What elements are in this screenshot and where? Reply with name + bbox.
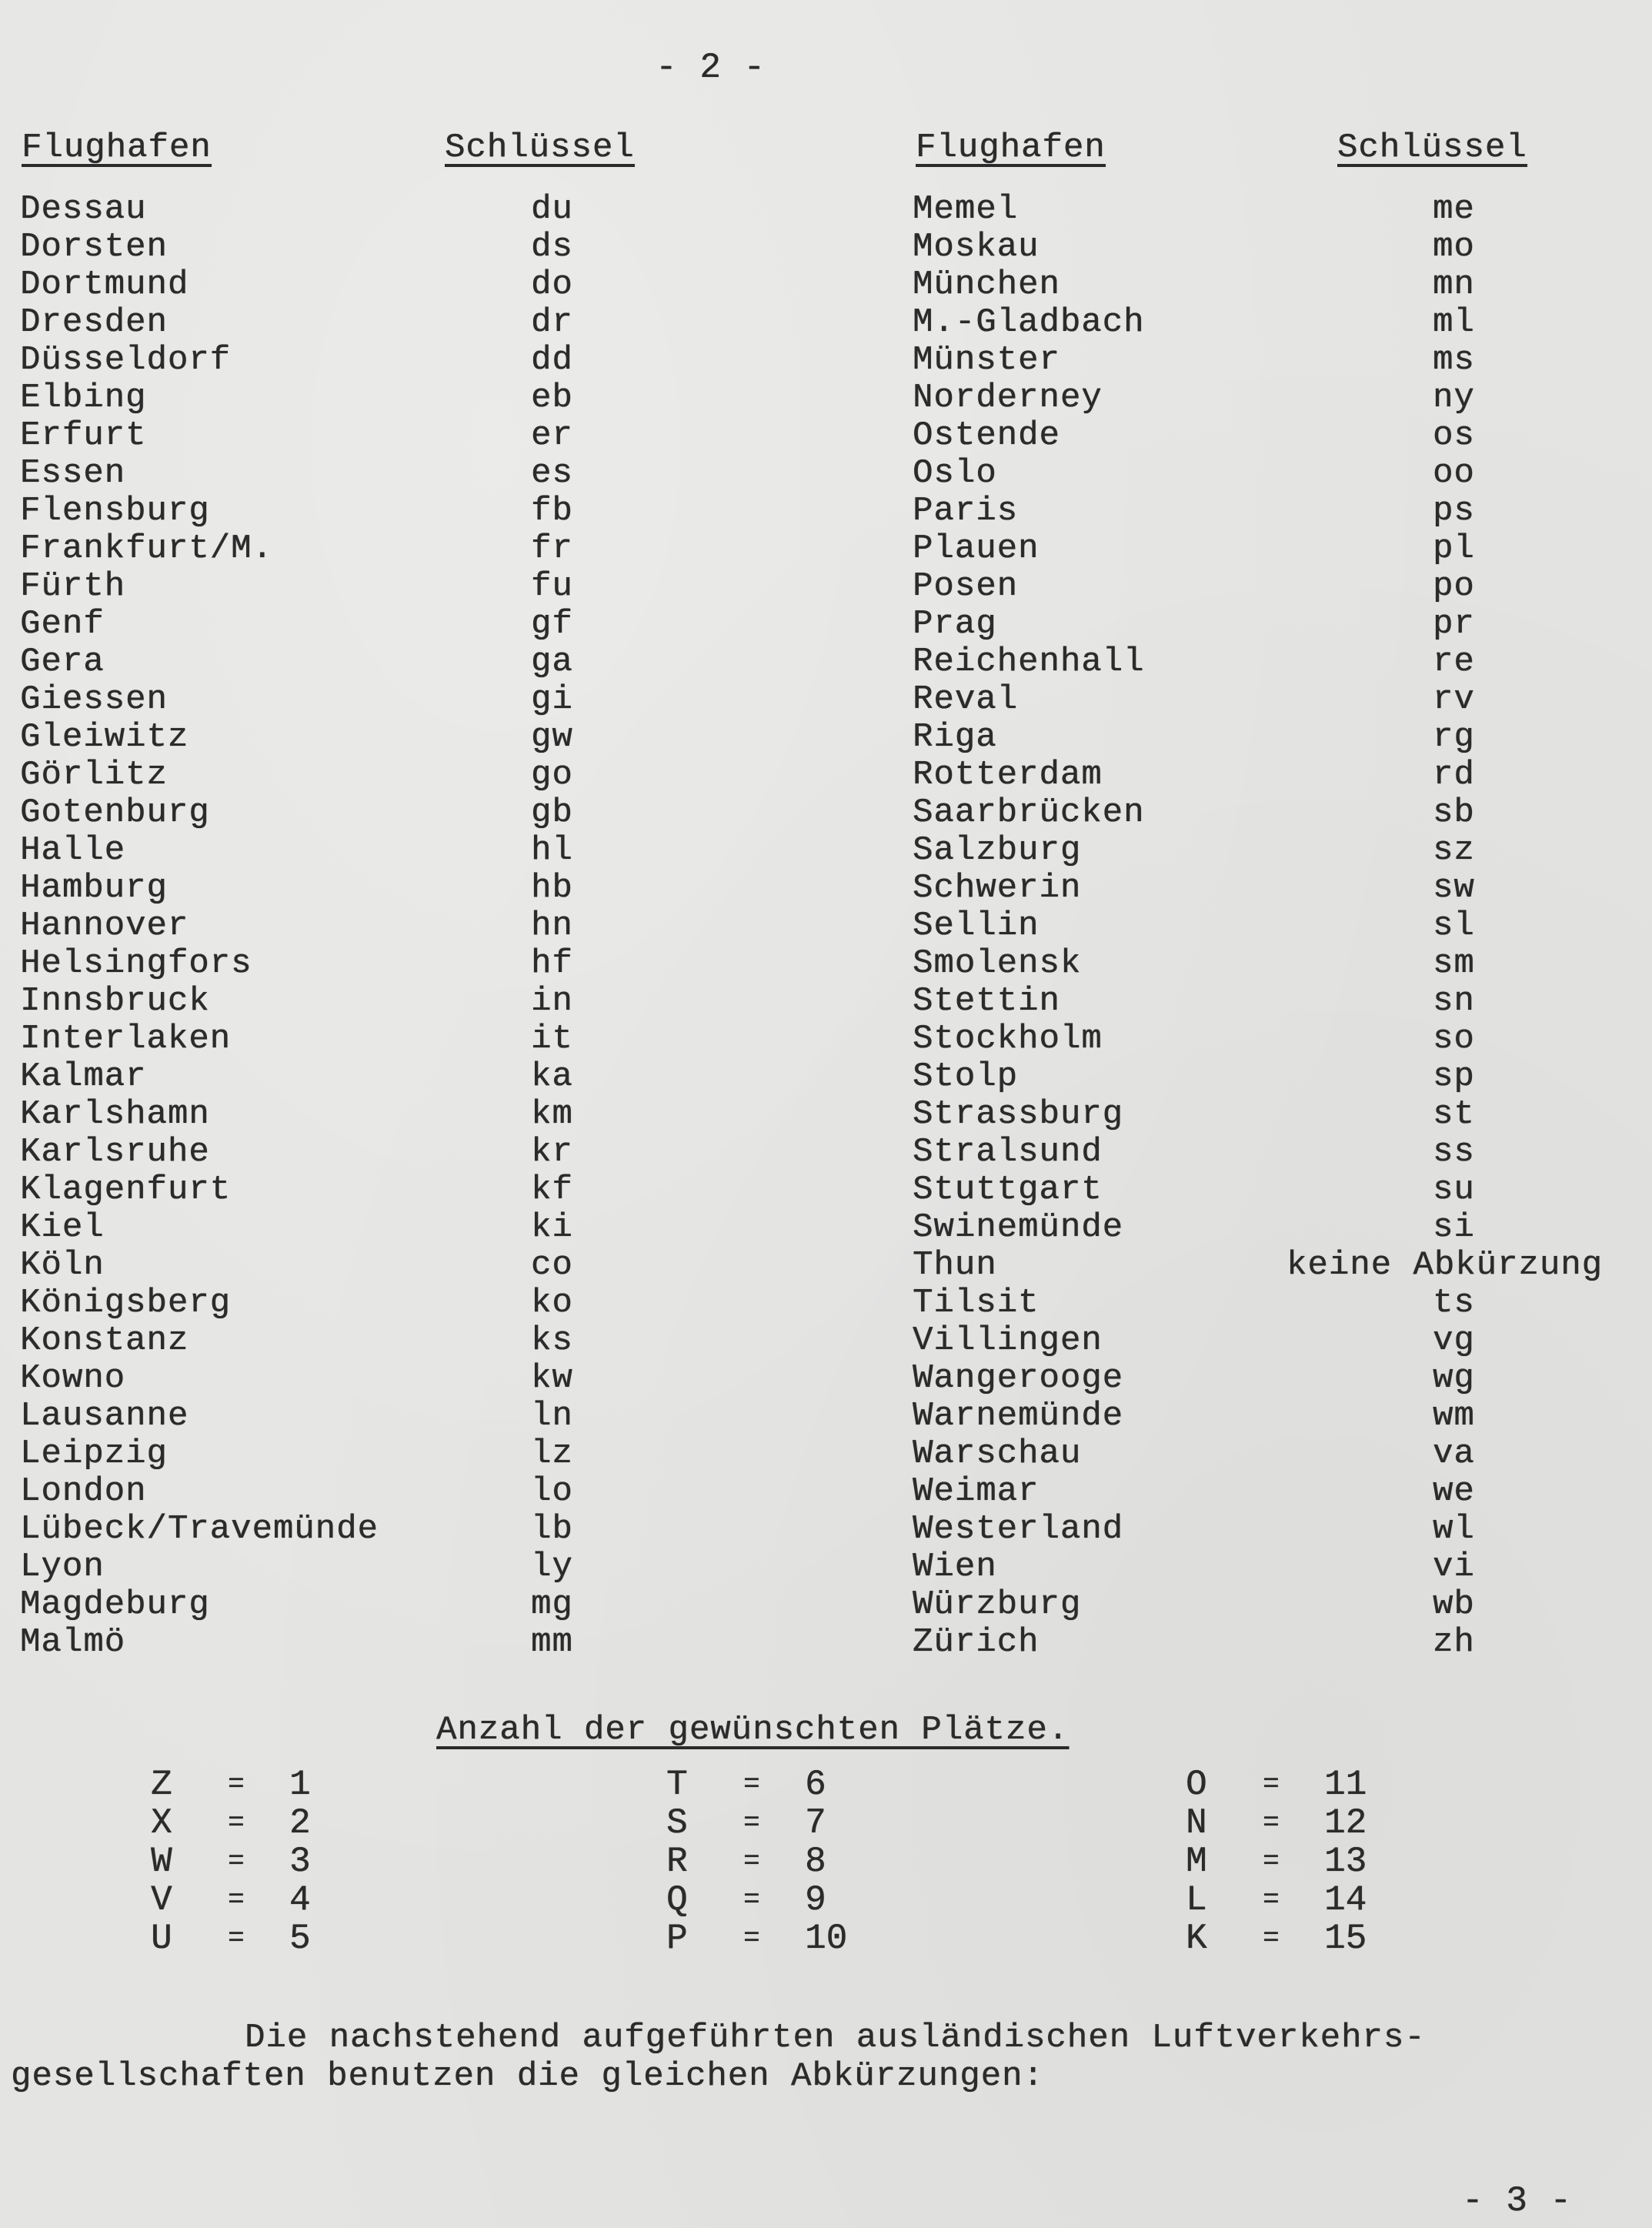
airport-name: Magdeburg <box>20 1585 210 1624</box>
airport-key: oo <box>1433 454 1475 493</box>
seat-code-row <box>1186 1842 1367 1881</box>
airport-name: Fürth <box>20 567 126 606</box>
page-number-top: - 2 - <box>656 48 766 88</box>
seat-count-value: 10 <box>805 1919 848 1959</box>
airport-key: hn <box>531 907 573 945</box>
seat-code-row <box>666 1881 847 1919</box>
airport-name: Dessau <box>20 190 147 229</box>
airport-key: lb <box>531 1510 573 1548</box>
airport-key: ln <box>531 1397 573 1435</box>
seat-count-value: 1 <box>289 1765 311 1805</box>
airport-name: Dresden <box>20 303 168 342</box>
seats-section-title: Anzahl der gewünschten Plätze. <box>436 1711 1070 1749</box>
airport-name: Königsberg <box>20 1284 232 1322</box>
airport-name: Dortmund <box>20 266 189 304</box>
airport-key: ps <box>1433 492 1475 530</box>
airport-name: Lausanne <box>20 1397 189 1435</box>
seat-code-letter: T <box>666 1765 688 1805</box>
airport-key: gw <box>531 718 573 757</box>
airport-key: gf <box>531 605 573 643</box>
seat-count-value: 11 <box>1324 1765 1367 1805</box>
seat-code-row <box>1186 1804 1367 1842</box>
seat-code-letter: K <box>1186 1919 1207 1959</box>
airport-key: ml <box>1433 303 1475 342</box>
airport-name: Gera <box>20 643 105 681</box>
airport-name: Dorsten <box>20 228 168 266</box>
airport-key: pl <box>1433 529 1475 568</box>
airport-key: eb <box>531 379 573 417</box>
airport-key: fu <box>531 567 573 606</box>
equals-sign: = <box>228 1884 245 1916</box>
airport-key: ki <box>531 1208 573 1247</box>
equals-sign: = <box>743 1884 760 1916</box>
seat-code-letter: R <box>666 1842 688 1882</box>
airport-key: sb <box>1433 793 1475 832</box>
seat-code-letter: Q <box>666 1880 688 1920</box>
header-right-key: Schlüssel <box>1337 129 1527 167</box>
airport-name: Innsbruck <box>20 982 210 1020</box>
airport-name: Norderney <box>913 379 1103 417</box>
airport-key: it <box>531 1020 573 1058</box>
airport-key: hf <box>531 944 573 983</box>
seat-code-letter: Z <box>151 1765 172 1805</box>
airport-key: sw <box>1433 869 1475 907</box>
airport-key: fr <box>531 529 573 568</box>
airport-name: Essen <box>20 454 126 493</box>
seat-code-letter: X <box>151 1803 172 1843</box>
airport-name: Salzburg <box>913 831 1082 870</box>
equals-sign: = <box>228 1922 245 1954</box>
airport-name: Warschau <box>913 1435 1082 1473</box>
seat-code-row <box>1186 1881 1367 1919</box>
seat-code-row <box>151 1765 311 1804</box>
airport-key: sp <box>1433 1057 1475 1096</box>
airport-key: mo <box>1433 228 1475 266</box>
seat-count-value: 13 <box>1324 1842 1367 1882</box>
airport-key: kf <box>531 1171 573 1209</box>
airport-name: Moskau <box>913 228 1040 266</box>
equals-sign: = <box>228 1769 245 1800</box>
airport-key: do <box>531 266 573 304</box>
equals-sign: = <box>1263 1922 1280 1954</box>
seat-count-value: 6 <box>805 1765 826 1805</box>
airport-key: rg <box>1433 718 1475 757</box>
seat-code-letter: U <box>151 1919 172 1959</box>
airport-key: ka <box>531 1057 573 1096</box>
airport-name: Münster <box>913 341 1060 379</box>
airport-name: Thun <box>913 1246 997 1284</box>
airport-name: Klagenfurt <box>20 1171 232 1209</box>
airport-name: Kiel <box>20 1208 105 1247</box>
airport-name: Villingen <box>913 1321 1103 1360</box>
airport-name: Wangerooge <box>913 1359 1124 1398</box>
airport-name: Leipzig <box>20 1435 168 1473</box>
seat-code-group-1 <box>151 1765 311 1958</box>
airport-name: Giessen <box>20 680 168 719</box>
airport-key: sl <box>1433 907 1475 945</box>
airport-name: München <box>913 266 1060 304</box>
airport-name: Würzburg <box>913 1585 1082 1624</box>
airport-key: mg <box>531 1585 573 1624</box>
airport-name: Strassburg <box>913 1095 1124 1134</box>
airport-name: Malmö <box>20 1623 126 1662</box>
seat-code-row <box>151 1842 311 1881</box>
airport-name: Helsingfors <box>20 944 252 983</box>
airport-key: ko <box>531 1284 573 1322</box>
airport-key: lz <box>531 1435 573 1473</box>
airport-name: Kowno <box>20 1359 126 1398</box>
airport-name: Memel <box>913 190 1019 229</box>
airport-name: London <box>20 1472 147 1511</box>
airport-key: so <box>1433 1020 1475 1058</box>
airport-name: Saarbrücken <box>913 793 1145 832</box>
right-key-column <box>1287 190 1604 1662</box>
seat-count-value: 5 <box>289 1919 311 1959</box>
airport-name: Prag <box>913 605 997 643</box>
airport-name: Konstanz <box>20 1321 189 1360</box>
seat-code-letter: O <box>1186 1765 1207 1805</box>
airport-key: gb <box>531 793 573 832</box>
airport-key: ds <box>531 228 573 266</box>
seat-code-row <box>1186 1765 1367 1804</box>
seat-code-row <box>151 1881 311 1919</box>
airport-key: me <box>1433 190 1475 229</box>
airport-key: ss <box>1433 1133 1475 1171</box>
seat-code-letter: N <box>1186 1803 1207 1843</box>
airport-key: wb <box>1433 1585 1475 1624</box>
airport-key: km <box>531 1095 573 1134</box>
airport-name: Stuttgart <box>913 1171 1103 1209</box>
seat-code-letter: S <box>666 1803 688 1843</box>
equals-sign: = <box>228 1846 245 1877</box>
airport-key: kr <box>531 1133 573 1171</box>
seat-code-letter: M <box>1186 1842 1207 1882</box>
airport-key: si <box>1433 1208 1475 1247</box>
airport-key: co <box>531 1246 573 1284</box>
airport-key: hb <box>531 869 573 907</box>
equals-sign: = <box>743 1846 760 1877</box>
seat-code-row <box>666 1842 847 1881</box>
airport-name: Sellin <box>913 907 1040 945</box>
seat-count-value: 9 <box>805 1880 826 1920</box>
airport-name: Westerland <box>913 1510 1124 1548</box>
equals-sign: = <box>228 1807 245 1839</box>
seat-code-row <box>666 1919 847 1958</box>
airport-key: dr <box>531 303 573 342</box>
equals-sign: = <box>1263 1807 1280 1839</box>
seat-code-letter: V <box>151 1880 172 1920</box>
airport-key: wl <box>1433 1510 1475 1548</box>
seat-code-row <box>666 1804 847 1842</box>
page-number-bottom: - 3 - <box>1462 2181 1573 2221</box>
airport-name: Görlitz <box>20 756 168 794</box>
seat-code-row <box>151 1804 311 1842</box>
airport-key: ks <box>531 1321 573 1360</box>
paragraph-line-1: Die nachstehend aufgeführten ausländischen Luftverkehrs- <box>245 2019 1426 2057</box>
seat-count-value: 14 <box>1324 1880 1367 1920</box>
airport-name: Düsseldorf <box>20 341 232 379</box>
airport-name: Paris <box>913 492 1019 530</box>
seat-count-value: 12 <box>1324 1803 1367 1843</box>
airport-name: Oslo <box>913 454 997 493</box>
airport-name: Warnemünde <box>913 1397 1124 1435</box>
airport-name: Genf <box>20 605 105 643</box>
airport-name: Köln <box>20 1246 105 1284</box>
airport-name: Elbing <box>20 379 147 417</box>
airport-name: Stralsund <box>913 1133 1103 1171</box>
equals-sign: = <box>743 1922 760 1954</box>
seat-code-row <box>1186 1919 1367 1958</box>
paragraph-line-2: gesellschaften benutzen die gleichen Abkürzungen: <box>11 2057 1044 2096</box>
airport-key: mn <box>1433 266 1475 304</box>
seat-code-group-3 <box>1186 1765 1367 1958</box>
airport-key: er <box>531 416 573 455</box>
left-airport-column <box>20 191 379 1662</box>
airport-key: sn <box>1433 982 1475 1020</box>
header-right-airport: Flughafen <box>916 129 1106 167</box>
airport-key: sz <box>1433 831 1475 870</box>
airport-name: Weimar <box>913 1472 1040 1511</box>
airport-name: Swinemünde <box>913 1208 1124 1247</box>
airport-key: va <box>1433 1435 1475 1473</box>
seat-count-value: 8 <box>805 1842 826 1882</box>
seat-count-value: 3 <box>289 1842 311 1882</box>
header-left-key: Schlüssel <box>445 129 635 167</box>
airport-key: ny <box>1433 379 1475 417</box>
airport-name: Stolp <box>913 1057 1019 1096</box>
airport-name: Frankfurt/M. <box>20 529 273 568</box>
airport-key: dd <box>531 341 573 379</box>
airport-name: Erfurt <box>20 416 147 455</box>
airport-key: wm <box>1433 1397 1475 1435</box>
airport-key: re <box>1433 643 1475 681</box>
airport-name: Rotterdam <box>913 756 1103 794</box>
airport-name: Hannover <box>20 907 189 945</box>
airport-key: ts <box>1433 1284 1475 1322</box>
airport-key: rv <box>1433 680 1475 719</box>
airport-key: pr <box>1433 605 1475 643</box>
airport-key: rd <box>1433 756 1475 794</box>
seat-count-value: 2 <box>289 1803 311 1843</box>
equals-sign: = <box>743 1769 760 1800</box>
airport-name: Schwerin <box>913 869 1082 907</box>
airport-key: we <box>1433 1472 1475 1511</box>
airport-name: Kalmar <box>20 1057 147 1096</box>
airport-key: lo <box>531 1472 573 1511</box>
airport-name: Posen <box>913 567 1019 606</box>
airport-name: Zürich <box>913 1623 1040 1662</box>
airport-key: zh <box>1433 1623 1475 1662</box>
airport-name: Riga <box>913 718 997 757</box>
airport-key: keine Abkürzung <box>1287 1246 1604 1284</box>
airport-name: Karlsruhe <box>20 1133 210 1171</box>
left-key-column <box>531 191 573 1662</box>
airport-key: go <box>531 756 573 794</box>
airport-name: Tilsit <box>913 1284 1040 1322</box>
equals-sign: = <box>1263 1846 1280 1877</box>
airport-key: su <box>1433 1171 1475 1209</box>
airport-key: mm <box>531 1623 573 1662</box>
seat-count-value: 4 <box>289 1880 311 1920</box>
airport-name: Interlaken <box>20 1020 232 1058</box>
right-airport-column <box>913 191 1144 1662</box>
seat-count-value: 7 <box>805 1803 826 1843</box>
airport-name: Wien <box>913 1548 997 1586</box>
airport-name: Flensburg <box>20 492 210 530</box>
airport-key: vi <box>1433 1548 1475 1586</box>
airport-name: Lyon <box>20 1548 105 1586</box>
seat-code-row <box>666 1765 847 1804</box>
airport-name: Gleiwitz <box>20 718 189 757</box>
airport-key: du <box>531 190 573 229</box>
airport-key: st <box>1433 1095 1475 1134</box>
equals-sign: = <box>1263 1769 1280 1800</box>
airport-name: Stockholm <box>913 1020 1103 1058</box>
airport-name: M.-Gladbach <box>913 303 1145 342</box>
airport-name: Karlshamn <box>20 1095 210 1134</box>
airport-name: Reichenhall <box>913 643 1145 681</box>
airport-name: Plauen <box>913 529 1040 568</box>
airport-key: po <box>1433 567 1475 606</box>
airport-key: in <box>531 982 573 1020</box>
airport-key: wg <box>1433 1359 1475 1398</box>
airport-key: ms <box>1433 341 1475 379</box>
airport-key: gi <box>531 680 573 719</box>
seat-code-letter: L <box>1186 1880 1207 1920</box>
airport-name: Halle <box>20 831 126 870</box>
airport-key: ga <box>531 643 573 681</box>
airport-name: Hamburg <box>20 869 168 907</box>
header-left-airport: Flughafen <box>22 129 212 167</box>
seat-code-row <box>151 1919 311 1958</box>
seat-code-letter: W <box>151 1842 172 1882</box>
airport-key: ly <box>531 1548 573 1586</box>
airport-key: fb <box>531 492 573 530</box>
seat-code-group-2 <box>666 1765 847 1958</box>
airport-key: es <box>531 454 573 493</box>
seat-count-value: 15 <box>1324 1919 1367 1959</box>
airport-name: Stettin <box>913 982 1060 1020</box>
airport-name: Gotenburg <box>20 793 210 832</box>
airport-name: Ostende <box>913 416 1060 455</box>
airport-name: Reval <box>913 680 1019 719</box>
airport-name: Smolensk <box>913 944 1082 983</box>
equals-sign: = <box>1263 1884 1280 1916</box>
equals-sign: = <box>743 1807 760 1839</box>
seat-code-letter: P <box>666 1919 688 1959</box>
airport-key: kw <box>531 1359 573 1398</box>
airport-key: hl <box>531 831 573 870</box>
airport-name: Lübeck/Travemünde <box>20 1510 379 1548</box>
airport-key: sm <box>1433 944 1475 983</box>
airport-key: os <box>1433 416 1475 455</box>
airport-key: vg <box>1433 1321 1475 1360</box>
